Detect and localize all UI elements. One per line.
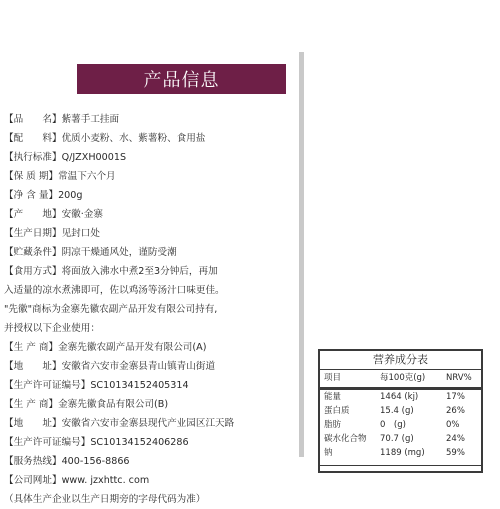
vertical-divider bbox=[299, 52, 304, 457]
info-row-usage bbox=[4, 262, 294, 281]
nutrient-amount: 1464 (kj) bbox=[380, 392, 419, 402]
title-banner bbox=[77, 64, 286, 94]
info-value: SC10134152406286 bbox=[90, 437, 189, 448]
info-value: 安徽省六安市金寨县青山镇青山街道 bbox=[61, 361, 216, 372]
info-label: 【保 质 期】 bbox=[4, 171, 59, 182]
info-value: 紫薯手工挂面 bbox=[61, 114, 120, 125]
company-row-address-a bbox=[4, 357, 294, 376]
info-value: 安徽·金寨 bbox=[61, 209, 103, 220]
info-value: 阴凉干燥通风处，谨防受潮 bbox=[61, 247, 177, 258]
nutrition-row bbox=[320, 418, 481, 432]
nutrition-row bbox=[320, 390, 481, 404]
info-label: 【生 产 商】 bbox=[4, 399, 59, 410]
info-value: 常温下六个月 bbox=[58, 171, 116, 182]
nutrition-row bbox=[320, 404, 481, 418]
company-row-address-b bbox=[4, 414, 294, 433]
footnote: （具体生产企业以生产日期旁的字母代码为准） bbox=[4, 494, 206, 505]
info-row-ingredients bbox=[4, 129, 294, 148]
nutrition-title: 营养成分表 bbox=[320, 351, 481, 370]
company-row-website bbox=[4, 471, 294, 490]
nutrient-name: 能量 bbox=[324, 392, 342, 402]
nutrient-name: 蛋白质 bbox=[324, 406, 350, 416]
info-label: 【地 址】 bbox=[4, 418, 62, 429]
info-label: 【净 含 量】 bbox=[4, 190, 59, 201]
nutrient-amount: 1189 (mg) bbox=[380, 448, 425, 458]
info-row-storage bbox=[4, 243, 294, 262]
info-value: SC10134152405314 bbox=[90, 380, 189, 391]
company-row-license-a bbox=[4, 376, 294, 395]
info-value: 优质小麦粉、水、紫薯粉、食用盐 bbox=[61, 133, 206, 144]
info-value: 金寨先徽食品有限公司(B) bbox=[58, 399, 169, 410]
company-row-manufacturer-b bbox=[4, 395, 294, 414]
info-label: 【配 料】 bbox=[4, 133, 62, 144]
info-label: 【生产许可证编号】 bbox=[4, 380, 91, 391]
info-value: 400-156-8866 bbox=[61, 456, 130, 467]
header-item: 项目 bbox=[324, 373, 342, 383]
nutrient-amount: 0 (g) bbox=[380, 420, 406, 430]
company-row-manufacturer-a bbox=[4, 338, 294, 357]
paragraph-line: 入适量的凉水煮沸即可，佐以鸡汤等汤汁口味更佳。 bbox=[4, 285, 225, 296]
nutrient-name: 脂肪 bbox=[324, 420, 342, 430]
company-row-license-b bbox=[4, 433, 294, 452]
nutrition-table bbox=[318, 349, 483, 473]
nutrient-nrv: 17% bbox=[446, 392, 465, 402]
nutrition-header-row bbox=[320, 370, 481, 390]
info-label: 【执行标准】 bbox=[4, 152, 62, 163]
info-row-shelf-life bbox=[4, 167, 294, 186]
info-value: 金寨先徽农副产品开发有限公司(A) bbox=[58, 342, 207, 353]
info-value: 安徽省六安市金寨县现代产业园区江天路 bbox=[61, 418, 235, 429]
nutrient-name: 碳水化合物 bbox=[324, 434, 367, 444]
info-label: 【生产许可证编号】 bbox=[4, 437, 91, 448]
info-row-production-date bbox=[4, 224, 294, 243]
info-value: www. jzxhttc. com bbox=[61, 475, 150, 486]
nutrition-bottom-rule bbox=[320, 465, 481, 466]
nutrient-nrv: 0% bbox=[446, 420, 460, 430]
info-value: 200g bbox=[58, 190, 83, 201]
info-label: 【地 址】 bbox=[4, 361, 62, 372]
info-label: 【食用方式】 bbox=[4, 266, 62, 277]
info-label: 【公司网址】 bbox=[4, 475, 62, 486]
paragraph-line: 并授权以下企业使用： bbox=[4, 323, 100, 334]
info-row-standard bbox=[4, 148, 294, 167]
nutrition-row bbox=[320, 446, 481, 460]
info-label: 【服务热线】 bbox=[4, 456, 62, 467]
info-row-net-weight bbox=[4, 186, 294, 205]
company-row-hotline bbox=[4, 452, 294, 471]
info-label: 【生产日期】 bbox=[4, 228, 62, 239]
info-label: 【品 名】 bbox=[4, 114, 62, 125]
nutrition-row bbox=[320, 432, 481, 446]
page-title: 产品信息 bbox=[143, 70, 220, 91]
info-label: 【产 地】 bbox=[4, 209, 62, 220]
nutrient-nrv: 26% bbox=[446, 406, 465, 416]
info-label: 【生 产 商】 bbox=[4, 342, 59, 353]
info-value: Q/JZXH0001S bbox=[61, 152, 127, 163]
paragraph-line: "先徽"商标为金寨先徽农副产品开发有限公司持有, bbox=[4, 304, 218, 315]
info-row-name bbox=[4, 110, 294, 129]
header-amount: 每100克(g) bbox=[380, 373, 426, 383]
nutrient-nrv: 59% bbox=[446, 448, 465, 458]
nutrient-name: 钠 bbox=[324, 448, 333, 458]
nutrient-nrv: 24% bbox=[446, 434, 465, 444]
info-label: 【贮藏条件】 bbox=[4, 247, 62, 258]
header-nrv: NRV% bbox=[446, 373, 472, 383]
info-value: 将面放入沸水中煮2至3分钟后，再加 bbox=[61, 266, 218, 277]
info-value: 见封口处 bbox=[61, 228, 100, 239]
nutrient-amount: 15.4 (g) bbox=[380, 406, 414, 416]
nutrient-amount: 70.7 (g) bbox=[380, 434, 414, 444]
product-info-list bbox=[4, 110, 294, 509]
info-row-origin bbox=[4, 205, 294, 224]
